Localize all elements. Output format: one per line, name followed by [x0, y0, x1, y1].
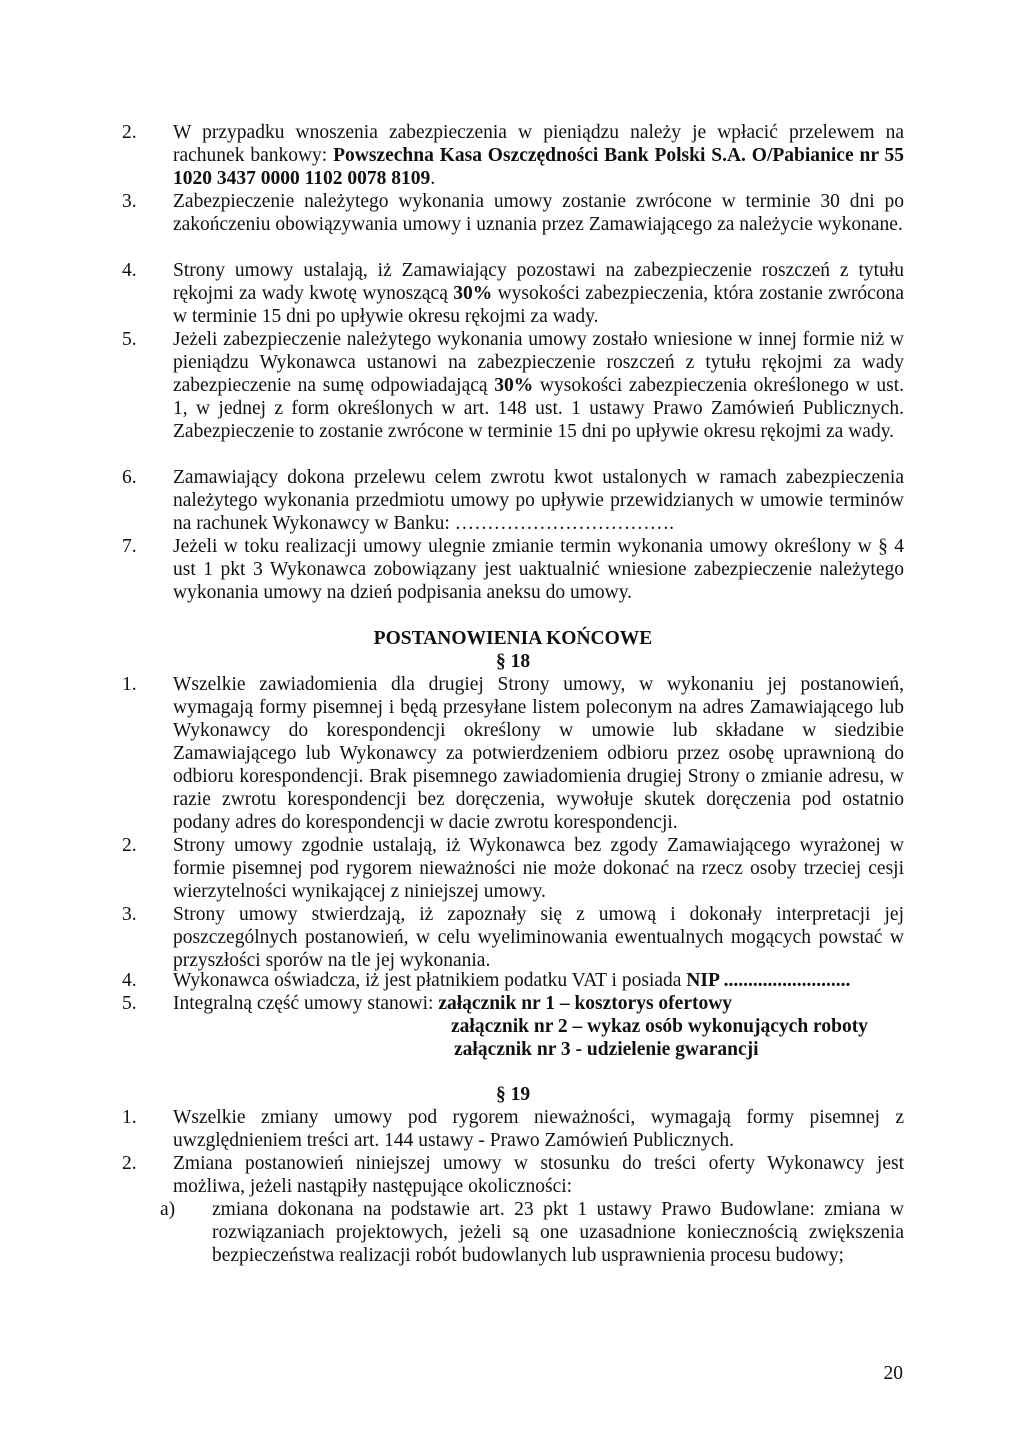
item-text: Zabezpieczenie należytego wykonania umowy zostanie zwrócone w terminie 30 dni po zakończeniu obowiązywania umowy i uznania przez Zamawiającego za należycie wykonane. — [173, 191, 904, 235]
item-text: Integralną część umowy stanowi: załącznik nr 1 – kosztorys ofertowy — [173, 993, 733, 1014]
list-item — [122, 673, 904, 834]
item-text: Jeżeli w toku realizacji umowy ulegnie zmianie termin wykonania umowy określony w § 4 ust 1 pkt 3 Wykonawca zobowiązany jest uaktualnić wniesione zabezpieczenie należytego wykonania umowy na dzień podpisania aneksu do umowy. — [173, 536, 904, 603]
list-item — [122, 259, 904, 328]
list-item — [122, 992, 904, 1015]
paragraph-18-heading: § 18 — [495, 651, 531, 672]
item-number: 1. — [122, 1107, 137, 1128]
list-item — [122, 466, 904, 535]
paragraph-19-heading: § 19 — [495, 1084, 531, 1105]
attachment-3: załącznik nr 3 - udzielenie gwarancji — [454, 1039, 759, 1060]
item-number: 2. — [122, 835, 137, 856]
list-item — [122, 328, 904, 443]
item-number: 5. — [122, 993, 137, 1014]
item-number: 7. — [122, 536, 137, 557]
list-item — [122, 121, 904, 190]
item-letter: a) — [160, 1199, 176, 1220]
item-text: Zmiana postanowień niniejszej umowy w stosunku do treści oferty Wykonawcy jest możliwa, jeżeli nastąpiły następujące okoliczności: — [173, 1153, 904, 1197]
item-number: 1. — [122, 674, 137, 695]
item-number: 4. — [122, 970, 137, 991]
item-text: Strony umowy stwierdzają, iż zapoznały się z umową i dokonały interpretacji jej poszczególnych postanowień, w celu wyeliminowania ewentualnych mogących powstać w przyszłości sporów na tle jej wykonania. — [173, 904, 904, 971]
item-number: 5. — [122, 329, 137, 350]
item-text: Strony umowy ustalają, iż Zamawiający pozostawi na zabezpieczenie roszczeń z tytułu rękojmi za wady kwotę wynoszącą 30% wysokości zabezpieczenia, która zostanie zwrócona w terminie 15 dni po upływie okresu rękojmi za wady. — [173, 260, 904, 327]
item-text: Wykonawca oświadcza, iż jest płatnikiem podatku VAT i posiada NIP .......................... — [173, 970, 851, 991]
item-text: Strony umowy zgodnie ustalają, iż Wykonawca bez zgody Zamawiającego wyrażonej w formie pisemnej pod rygorem nieważności nie może dokonać na rzecz osoby trzeciej cesji wierzytelności wynikającej z niniejszej umowy. — [173, 835, 904, 902]
list-item — [122, 1152, 904, 1198]
item-text: Zamawiający dokona przelewu celem zwrotu kwot ustalonych w ramach zabezpieczenia należytego wykonania przedmiotu umowy po upływie przewidzianych w umowie terminów na rachunek Wykonawcy w Banku: ……………………………. — [173, 467, 904, 534]
item-text: W przypadku wnoszenia zabezpieczenia w pieniądzu należy je wpłacić przelewem na rachunek bankowy: Powszechna Kasa Oszczędności Bank Polski S.A. O/Pabianice nr 55 1020 3437 0000 1102 0078 8109. — [173, 122, 904, 189]
item-text: zmiana dokonana na podstawie art. 23 pkt 1 ustawy Prawo Budowlane: zmiana w rozwiązaniach projektowych, jeżeli są one uzasadnione koniecznością zwiększenia bezpieczeństwa realizacji robót budowlanych lub usprawnienia procesu budowy; — [212, 1199, 904, 1266]
list-item — [122, 535, 904, 604]
list-item — [122, 1106, 904, 1152]
list-item — [122, 834, 904, 903]
item-number: 3. — [122, 191, 137, 212]
item-number: 3. — [122, 904, 137, 925]
item-text: Jeżeli zabezpieczenie należytego wykonania umowy zostało wniesione w innej formie niż w pieniądzu Wykonawca ustanowi na zabezpieczenie roszczeń z tytułu rękojmi za wady zabezpieczenie na sumę odpowiadającą 30% wysokości zabezpieczenia określonego w ust. 1, w jednej z form określonych w art. 148 ust. 1 ustawy Prawo Zamówień Publicznych. Zabezpieczenie to zostanie zwrócone w terminie 15 dni po upływie okresu rękojmi za wady. — [173, 329, 904, 442]
page-number: 20 — [883, 1363, 903, 1384]
item-number: 6. — [122, 467, 137, 488]
list-item — [122, 190, 904, 236]
item-text: Wszelkie zmiany umowy pod rygorem nieważności, wymagają formy pisemnej z uwzględnieniem treści art. 144 ustawy - Prawo Zamówień Publicznych. — [173, 1107, 904, 1151]
list-item — [122, 969, 904, 992]
sub-list-item — [160, 1198, 904, 1267]
attachment-2: załącznik nr 2 – wykaz osób wykonujących roboty — [451, 1016, 868, 1037]
list-item — [122, 903, 904, 972]
item-number: 2. — [122, 1153, 137, 1174]
section-title: POSTANOWIENIA KOŃCOWE — [373, 628, 653, 649]
item-text: Wszelkie zawiadomienia dla drugiej Strony umowy, w wykonaniu jej postanowień, wymagają formy pisemnej i będą przesyłane listem poleconym na adres Zamawiającego lub Wykonawcy do korespondencji określony w umowie lub składane w siedzibie Zamawiającego lub Wykonawcy za potwierdzeniem odbioru przez osobę uprawnioną do odbioru korespondencji. Brak pisemnego zawiadomienia drugiej Strony o zmianie adresu, w razie zwrotu korespondencji bez doręczenia, wywołuje skutek doręczenia pod ostatnio podany adres do korespondencji w dacie zwrotu korespondencji. — [173, 674, 904, 833]
item-number: 2. — [122, 122, 137, 143]
item-number: 4. — [122, 260, 137, 281]
